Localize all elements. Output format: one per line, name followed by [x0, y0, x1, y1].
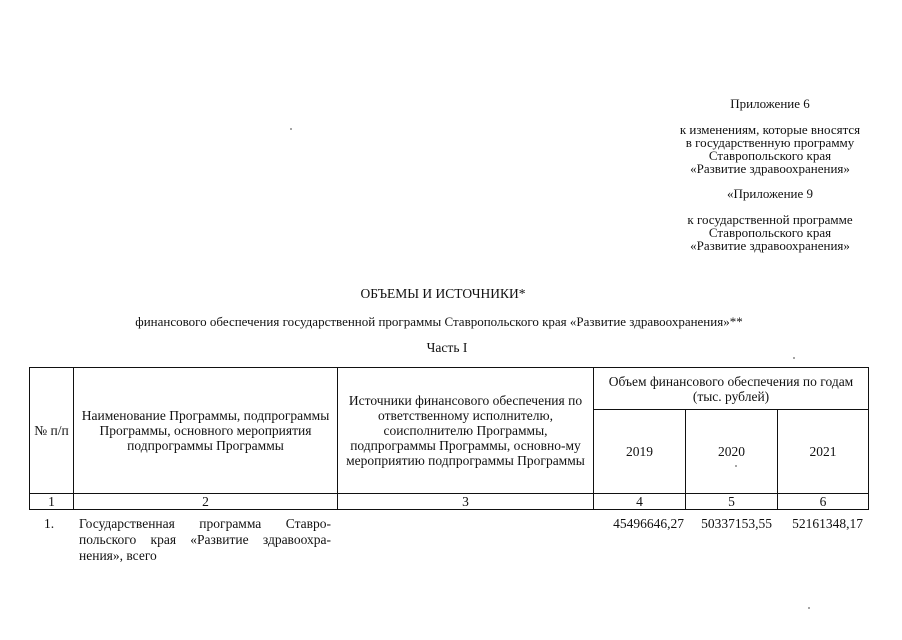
column-number: 5 [686, 494, 778, 510]
program-note [620, 213, 902, 252]
column-number: 4 [594, 494, 686, 510]
scan-speck [808, 607, 810, 609]
column-number: 2 [74, 494, 338, 510]
row-value-2019: 45496646,27 [613, 516, 684, 531]
header-volume: Объем финансового обеспечения по годам (тыс. рублей) [594, 368, 869, 410]
financing-table [29, 367, 869, 510]
header-name: Наименование Программы, подпрограммы Программы, основного мероприятия подпрограммы Программы [74, 368, 338, 494]
part-label: Часть I [426, 340, 468, 355]
amendments-line: «Развитие здравоохранения» [690, 161, 850, 176]
row-value-2021: 52161348,17 [792, 516, 863, 531]
header-year-2019: 2019 [594, 410, 686, 494]
amendments-line: Ставропольского края [708, 148, 832, 163]
document-subtitle: финансового обеспечения государственной программы Ставропольского края «Развитие здравоохранения»** [135, 314, 743, 329]
column-number: 6 [778, 494, 869, 510]
scan-speck [735, 465, 737, 467]
row-number: 1. [44, 516, 55, 531]
header-number: № п/п [30, 368, 74, 494]
header-year-2021: 2021 [778, 410, 869, 494]
column-number: 3 [338, 494, 594, 510]
appendix-label: Приложение 6 [730, 96, 810, 111]
scan-speck [793, 357, 795, 359]
column-number: 1 [30, 494, 74, 510]
amendments-line: к изменениям, которые вносятся [679, 122, 861, 137]
amendments-line: в государственную программу [685, 135, 855, 150]
scan-speck [290, 128, 292, 130]
row-name: Государственная программа Ставро-польского края «Развитие здравоохра-нения», всего [79, 516, 331, 563]
program-line: к государственной программе [687, 212, 853, 227]
program-line: Ставропольского края [708, 225, 832, 240]
header-year-2020: 2020 [686, 410, 778, 494]
appendix9-label: «Приложение 9 [726, 186, 814, 201]
row-value-2020: 50337153,55 [701, 516, 772, 531]
header-sources: Источники финансового обеспечения по ответственному исполнителю, соисполнителю Программы, подпрограммы Программы, основно-му мероприятию подпрограммы Программы [338, 368, 594, 494]
program-line: «Развитие здравоохранения» [690, 238, 850, 253]
document-title: ОБЪЕМЫ И ИСТОЧНИКИ* [360, 286, 526, 301]
amendments-note [620, 123, 902, 175]
